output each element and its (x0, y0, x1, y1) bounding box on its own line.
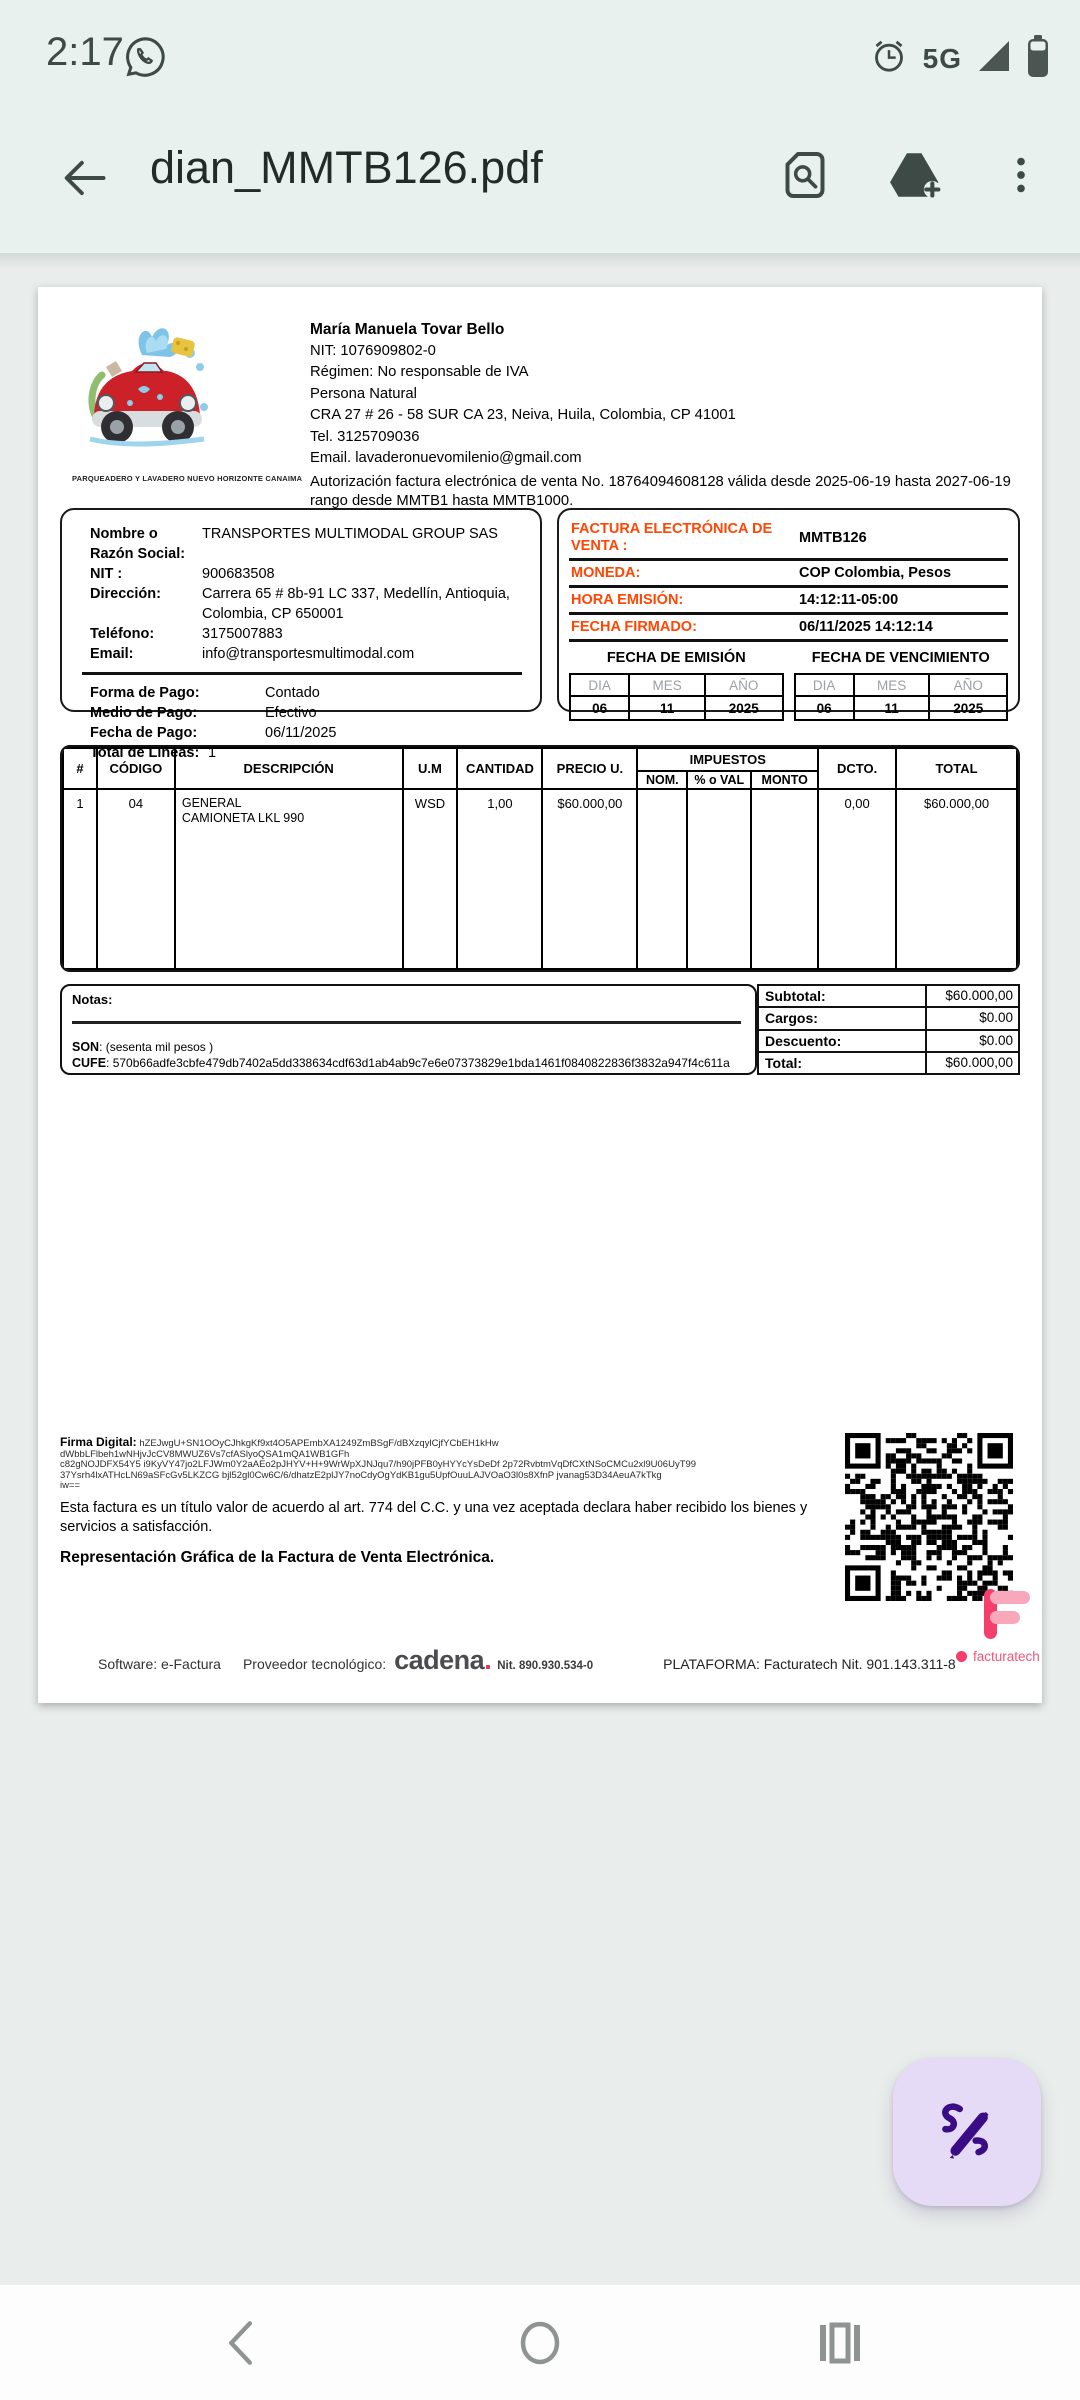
payment-row (90, 703, 528, 723)
date-header: AÑO (705, 674, 783, 696)
total-label: Descuento: (759, 1031, 927, 1051)
item-precio: $60.000,00 (542, 789, 637, 969)
item-description-line2: CAMIONETA LKL 990 (181, 811, 305, 825)
signature-line: dWbbLFlbeh1wNHjvJcCV8MWUZ6Vs7cfASlyoQSA1mQA1WB1GFh (60, 1448, 350, 1460)
col-header-nom: NOM. (637, 771, 687, 789)
field-label: Total de Lineas: (90, 745, 200, 761)
col-header-impuestos: IMPUESTOS (637, 748, 818, 771)
field-label: Email: (90, 646, 134, 662)
status-bar (0, 0, 1080, 100)
alarm-icon (869, 36, 909, 81)
meta-value: 14:12:11-05:00 (799, 592, 899, 608)
divider (82, 672, 522, 675)
col-header-monto: MONTO (751, 771, 818, 789)
issuer-phone: Tel. 3125709036 (310, 428, 420, 445)
cadena-logo: cadena. (394, 1645, 492, 1675)
qr-code (845, 1433, 1013, 1601)
authorization-text: Autorización factura electrónica de venta No. 18764094608128 válida desde 2025-06-19 hasta 2027-06-19 rango desde MMTB1 hasta MMTB1000. (310, 473, 1011, 509)
total-value: $60.000,00 (945, 1054, 1013, 1070)
col-header-codigo: CÓDIGO (97, 748, 175, 789)
facturatech-brand-name: facturatech (973, 1649, 1040, 1664)
son-text: : (sesenta mil pesos ) (99, 1040, 214, 1054)
total-label: Subtotal: (759, 986, 927, 1006)
item-description (175, 789, 403, 969)
pdf-page (38, 287, 1042, 1703)
payment-row (90, 683, 528, 703)
total-value: $0.00 (979, 1010, 1013, 1026)
date-header: AÑO (929, 674, 1007, 696)
customer-row (90, 644, 528, 664)
date-header: DIA (570, 674, 629, 696)
due-month: 11 (854, 696, 930, 720)
field-value: info@transportesmultimodal.com (202, 646, 415, 662)
signature-line: hZEJwgU+SN1OOyCJhkgKf9xt4O5APEmbXA1249ZmBSgF/dBXzqylCjfYCbEH1kHw (139, 1438, 499, 1449)
field-label: NIT : (90, 566, 123, 582)
item-val (687, 789, 751, 969)
cufe-text: : 570b66adfe3cbfe479db7402a5dd338634cdf63d1ab4ab9c7e6e07373829e1bda1461f0840822836f3832a947f4c611a (106, 1056, 730, 1070)
nav-recents-button[interactable] (780, 2285, 900, 2400)
field-value: 3175007883 (202, 626, 283, 642)
meta-label: FACTURA ELECTRÓNICA DE VENTA : (571, 521, 773, 554)
field-label: Dirección: (90, 586, 161, 602)
signal-icon (976, 38, 1012, 79)
field-label: Nombre o Razón Social: (90, 526, 186, 562)
overflow-menu-button[interactable] (986, 140, 1056, 210)
meta-row (569, 588, 1008, 615)
payment-row (90, 723, 528, 743)
amount-in-words (72, 1040, 745, 1054)
field-value: 900683508 (202, 566, 275, 582)
item-total: $60.000,00 (896, 789, 1017, 969)
signature-label: Firma Digital: (60, 1435, 137, 1449)
back-chevron-icon (220, 2319, 260, 2367)
item-cantidad: 1,00 (457, 789, 542, 969)
digital-signature (60, 1437, 820, 1492)
document-title: dian_MMTB126.pdf (150, 142, 543, 193)
customer-row (90, 524, 528, 564)
top-bars (0, 0, 1080, 253)
logo-caption: PARQUEADERO Y LAVADERO NUEVO HORIZONTE CANAIMA (72, 474, 303, 483)
date-header: MES (854, 674, 930, 696)
date-header: MES (629, 674, 705, 696)
graphic-representation-note: Representación Gráfica de la Factura de Venta Electrónica. (60, 1549, 495, 1566)
field-value: 1 (208, 745, 217, 761)
notes-box (60, 984, 757, 1075)
app-bar-shadow (0, 253, 1080, 269)
item-monto (751, 789, 818, 969)
platform-text: PLATAFORMA: Facturatech Nit. 901.143.311-8 (663, 1656, 956, 1672)
notes-label: Notas: (72, 992, 113, 1007)
issuer-persona: Persona Natural (310, 385, 417, 402)
signature-line: 37Ysrh4lxATHcLN69aSFcGv5LKZCG bjl52gl0Cw6C/6/dhatzE2plJY7noCdyOgYdKB1gu5UpfOuuLAJVOaO3l0s8XfnP jvanag53D34AeuA7kTkg (60, 1469, 662, 1481)
total-row (759, 1031, 1018, 1053)
provider-nit: Nit. 890.930.534-0 (497, 1660, 594, 1672)
signature-pen-icon (931, 2096, 1003, 2168)
total-value: $0.00 (979, 1032, 1013, 1048)
total-value: $60.000,00 (945, 988, 1013, 1003)
field-label: Medio de Pago: (90, 705, 198, 721)
page-footer (98, 1645, 998, 1676)
col-header-total: TOTAL (896, 748, 1017, 789)
dates-section (569, 650, 1008, 721)
total-row (759, 1008, 1018, 1030)
meta-value: COP Colombia, Pesos (799, 565, 952, 581)
due-day: 06 (795, 696, 854, 720)
due-date-block (794, 650, 1009, 721)
customer-box (60, 508, 542, 761)
issuer-regimen: Régimen: No responsable de IVA (310, 364, 529, 380)
find-in-document-button[interactable] (770, 140, 840, 210)
cufe-label: CUFE (72, 1056, 107, 1070)
issuer-info (310, 319, 1022, 512)
meta-label: FECHA FIRMADO: (571, 618, 697, 635)
meta-label: HORA EMISIÓN: (571, 591, 684, 608)
issuer-logo (72, 315, 303, 483)
total-label: Cargos: (759, 1008, 927, 1028)
software-label: Software: e-Factura (98, 1656, 221, 1672)
item-um: WSD (403, 789, 458, 969)
invoice-meta-box (557, 508, 1020, 716)
item-row (63, 789, 1017, 969)
item-description-line1: GENERAL (181, 796, 242, 810)
meta-row (569, 518, 1008, 561)
carwash-logo-image (72, 315, 222, 465)
total-row (759, 1053, 1018, 1073)
col-header-um: U.M (403, 748, 458, 789)
invoice-number: MMTB126 (799, 530, 867, 546)
date-header: DIA (795, 674, 854, 696)
due-year: 2025 (929, 696, 1007, 720)
field-label: Teléfono: (90, 626, 155, 642)
col-header-num: # (63, 748, 97, 789)
meta-value: 06/11/2025 14:12:14 (799, 619, 933, 635)
annotate-fab[interactable] (893, 2058, 1041, 2206)
customer-row (90, 584, 528, 624)
emission-date-block (569, 650, 784, 721)
issuer-email: Email. lavaderonuevomilenio@gmail.com (310, 450, 582, 466)
navigation-bar (0, 2285, 1080, 2400)
field-value: Contado (265, 685, 320, 701)
field-value: Efectivo (265, 705, 317, 721)
customer-row (90, 624, 528, 644)
app-bar-actions (770, 140, 1056, 210)
facturatech-f-icon (984, 1589, 1044, 1639)
provider-label: Proveedor tecnológico: (242, 1656, 387, 1672)
item-codigo: 04 (97, 789, 175, 969)
item-num: 1 (63, 789, 97, 969)
issuer-address: CRA 27 # 26 - 58 SUR CA 23, Neiva, Huila, Colombia, CP 41001 (310, 407, 736, 423)
col-header-descripcion: DESCRIPCIÓN (175, 748, 403, 789)
add-to-drive-button[interactable] (878, 140, 948, 210)
cadena-wordmark: cadena (394, 1645, 485, 1675)
status-time: 2:17 (46, 30, 124, 74)
totals-table (757, 984, 1020, 1075)
nav-back-button[interactable] (180, 2285, 300, 2400)
meta-row (569, 615, 1008, 642)
col-header-dcto: DCTO. (818, 748, 896, 789)
issuer-name: María Manuela Tovar Bello (310, 321, 505, 338)
legal-text: Esta factura es un título valor de acuerdo al art. 774 del C.C. y una vez aceptada declara haber recibido los bienes y servicios a satisfacción. (60, 1500, 808, 1535)
items-table (60, 745, 1020, 972)
field-label: Forma de Pago: (90, 685, 200, 701)
battery-icon (1026, 34, 1050, 83)
col-header-precio: PRECIO U. (542, 748, 637, 789)
field-value: TRANSPORTES MULTIMODAL GROUP SAS (202, 526, 498, 542)
due-date-title: FECHA DE VENCIMIENTO (811, 650, 990, 666)
field-value: Carrera 65 # 8b-91 LC 337, Medellín, Antioquia, Colombia, CP 650001 (202, 586, 510, 622)
back-button[interactable] (52, 146, 116, 210)
cufe (72, 1056, 745, 1070)
item-dcto: 0,00 (818, 789, 896, 969)
nav-home-button[interactable] (480, 2285, 600, 2400)
customer-row (90, 564, 528, 584)
emission-month: 11 (629, 696, 705, 720)
item-nom (637, 789, 687, 969)
whatsapp-notification-icon (122, 34, 168, 85)
field-label: Fecha de Pago: (90, 725, 198, 741)
network-type-label: 5G (922, 42, 962, 74)
emission-date-title: FECHA DE EMISIÓN (606, 650, 746, 666)
meta-row (569, 561, 1008, 588)
total-label: Total: (759, 1053, 927, 1073)
app-bar (0, 100, 1080, 253)
emission-year: 2025 (705, 696, 783, 720)
signature-line: iw== (60, 1480, 81, 1491)
status-right-cluster (869, 34, 1050, 83)
son-label: SON (72, 1040, 100, 1054)
emission-day: 06 (570, 696, 629, 720)
home-circle-icon (516, 2319, 564, 2367)
signature-line: c82gNOJDFX54Y5 i9KyVY47jo2LFJWm0Y2aAEo2pJHYV+H+9WrWpXJNJqu7/h90jPFB0yHYYcYsDeDf 2p72RvbtmVqDfCXtNSoCMCu2xl9U06UyT99 (60, 1459, 697, 1470)
col-header-cantidad: CANTIDAD (457, 748, 542, 789)
issuer-nit: NIT: 1076909802-0 (310, 342, 436, 359)
total-row (759, 986, 1018, 1008)
recents-icon (818, 2321, 862, 2365)
col-header-val: % o VAL (687, 771, 751, 789)
notes-divider (72, 1021, 741, 1024)
field-value: 06/11/2025 (265, 725, 337, 741)
meta-label: MONEDA: (571, 564, 641, 581)
